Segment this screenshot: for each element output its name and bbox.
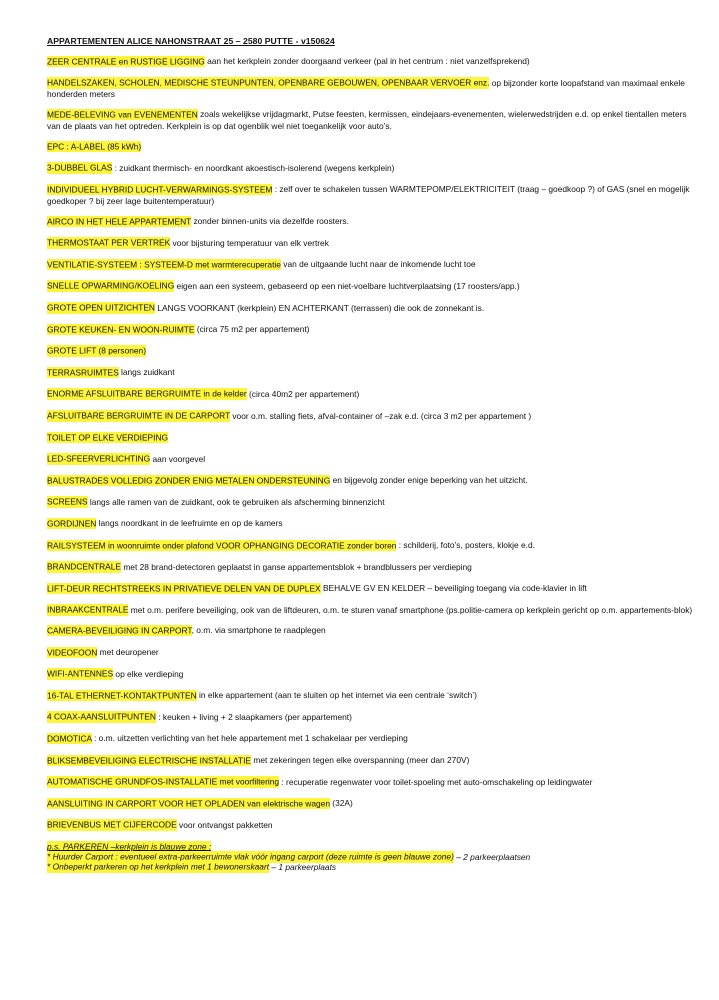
list-item: [47, 475, 697, 486]
list-item: [47, 540, 697, 551]
list-item: [47, 56, 697, 67]
item-text: voor o.m. stalling fiets, afval-container of –zak e.d. (circa 3 m2 per appartement ): [230, 410, 532, 421]
item-text: eigen aan een systeem, gebaseerd op een niet-voelbare luchtverplaatsing (17 roosters/app.): [174, 280, 520, 291]
list-item: [47, 647, 697, 658]
list-item: [47, 109, 697, 131]
list-item: [47, 324, 697, 335]
item-text: : zelf over te schakelen tussen WARMTEPOMP/ELEKTRICITEIT (traag – goedkoop ?) of GAS (snel en mogelijk goedkoper ? bij zeer lage buitentemperatuur): [47, 184, 690, 206]
item-highlight: TERRASRUIMTES: [47, 367, 119, 378]
item-highlight: DOMOTICA: [47, 733, 92, 744]
list-item: [47, 411, 697, 422]
list-item: [47, 755, 697, 766]
item-text: zoals wekelijkse vrijdagmarkt, Putse feesten, kermissen, eindejaars-evenementen, wielerwedstrijden e.d. op enkel tientallen meters van de plaats van het optreden. Kerkplein is op dat ogenblik wel niet toegankelijk voor auto’s.: [47, 109, 687, 131]
item-text: op bijzonder korte loopafstand van maximaal enkele honderden meters: [47, 77, 685, 99]
item-text: (circa 75 m2 per appartement): [194, 324, 310, 335]
item-highlight: GROTE OPEN UITZICHTEN: [47, 302, 155, 313]
list-item: [47, 712, 697, 723]
item-highlight: BLIKSEMBEVEILIGING ELECTRISCHE INSTALLATIE: [47, 755, 252, 766]
list-item: [47, 303, 697, 314]
item-highlight: ENORME AFSLUITBARE BERGRUIMTE in de kelder: [47, 388, 247, 399]
item-highlight: CAMERA-BEVEILIGING IN CARPORT: [47, 625, 192, 636]
list-item: [47, 346, 697, 357]
item-highlight: BRIEVENBUS MET CIJFERCODE: [47, 819, 177, 830]
item-highlight: 4 COAX-AANSLUITPUNTEN: [47, 711, 156, 722]
parking-note: [47, 841, 697, 872]
list-item: [47, 690, 697, 701]
item-highlight: ZEER CENTRALE en RUSTIGE LIGGING: [47, 56, 205, 66]
parking-line-kerkplein-rest: – 1 parkeerplaats: [269, 861, 337, 872]
parking-line-kerkplein: * Onbeperkt parkeren op het kerkplein met 1 bewonerskaart: [47, 861, 270, 872]
list-item: [47, 389, 697, 400]
item-highlight: MEDE-BELEVING van EVENEMENTEN: [47, 109, 198, 120]
list-item: [47, 562, 697, 573]
list-item: [47, 518, 697, 529]
item-highlight: GROTE LIFT (8 personen): [47, 345, 146, 356]
item-highlight: EPC : A-LABEL (85 kWh): [47, 141, 142, 152]
list-item: [47, 259, 697, 270]
item-highlight: LED-SFEERVERLICHTING: [47, 453, 151, 464]
item-text: met zekeringen tegen elke overspanning (meer dan 270V): [251, 755, 470, 766]
parking-heading: p.s. PARKEREN –kerkplein is blauwe zone :: [47, 841, 212, 852]
parking-line-carport: * Huurder Carport : eventueel extra-parkeerruimte vlak vóór ingang carport (deze ruimte is geen blauwe zone): [47, 851, 454, 862]
item-text: met deuropener: [97, 647, 159, 658]
item-highlight: GROTE KEUKEN- EN WOON-RUIMTE: [47, 324, 195, 335]
list-item: [47, 78, 697, 100]
item-highlight: LIFT-DEUR RECHTSTREEKS IN PRIVATIEVE DELEN VAN DE DUPLEX: [47, 583, 321, 594]
item-text: voor ontvangst pakketten: [176, 819, 273, 830]
item-text: LANGS VOORKANT (kerkplein) EN ACHTERKANT (terrassen) die ook de zonnekant is.: [154, 302, 485, 313]
item-highlight: HANDELSZAKEN, SCHOLEN, MEDISCHE STEUNPUNTEN, OPENBARE GEBOUWEN, OPENBAAR VERVOER enz.: [47, 77, 490, 88]
list-item: [47, 238, 697, 249]
item-text: in elke appartement (aan te sluiten op het internet via een centrale ‘switch’): [196, 690, 477, 701]
item-highlight: INDIVIDUEEL HYBRID LUCHT-VERWARMINGS-SYSTEEM: [47, 184, 273, 195]
item-highlight: BRANDCENTRALE: [47, 561, 121, 572]
item-text: van de uitgaande lucht naar de inkomende lucht toe: [280, 259, 476, 270]
item-highlight: AFSLUITBARE BERGRUIMTE IN DE CARPORT: [47, 410, 231, 421]
item-highlight: SCREENS: [47, 496, 88, 507]
list-item: [47, 367, 697, 378]
item-highlight: VENTILATIE-SYSTEEM : SYSTEEM-D met warmterecuperatie: [47, 259, 281, 270]
list-item: [47, 583, 697, 594]
item-text: , o.m. via smartphone te raadplegen: [191, 625, 326, 636]
item-text: voor bijsturing temperatuur van elk vertrek: [170, 237, 329, 248]
item-highlight: WIFI-ANTENNES: [47, 668, 114, 679]
list-item: [47, 605, 697, 616]
item-highlight: 16-TAL ETHERNET-KONTAKTPUNTEN: [47, 690, 197, 701]
item-text: zonder binnen-units via dezelfde roosters.: [191, 216, 349, 227]
list-item: [47, 777, 697, 788]
item-text: (circa 40m2 per appartement): [246, 388, 360, 399]
item-text: aan voorgevel: [150, 453, 206, 464]
list-item: [47, 184, 697, 206]
list-item: [47, 281, 697, 292]
item-text: : keuken + living + 2 slaapkamers (per appartement): [155, 711, 352, 722]
item-text: op elke verdieping: [113, 668, 184, 679]
list-item: [47, 669, 697, 680]
item-highlight: AIRCO IN HET HELE APPARTEMENT: [47, 216, 192, 227]
item-highlight: AUTOMATISCHE GRUNDFOS-INSTALLATIE met voorfiltering: [47, 776, 280, 787]
item-text: : recuperatie regenwater voor toilet-spoeling met auto-omschakeling op leidingwater: [279, 776, 593, 787]
list-item: [47, 216, 697, 227]
parking-line-carport-rest: – 2 parkeerplaatsen: [453, 851, 531, 862]
item-text: BEHALVE GV EN KELDER – beveiliging toegang via code-klavier in lift: [320, 583, 587, 594]
item-highlight: INBRAAKCENTRALE: [47, 604, 129, 615]
list-item: [47, 454, 697, 465]
list-item: [47, 163, 697, 174]
item-text: langs zuidkant: [118, 367, 175, 378]
item-highlight: SNELLE OPWARMING/KOELING: [47, 280, 175, 291]
list-item: [47, 820, 697, 831]
item-text: met o.m. perifere beveiliging, ook van de liftdeuren, o.m. te sturen vanaf smartphone (ps.politie-camera op kerkplein gericht op o.m. appartements-blok): [128, 604, 693, 615]
item-text: en bijgevolg zonder enige beperking van het uitzicht.: [330, 475, 528, 486]
list-item: [47, 497, 697, 508]
list-item: [47, 733, 697, 744]
item-text: (32A): [329, 798, 353, 809]
item-text: aan het kerkplein zonder doorgaand verkeer (pal in het centrum : niet vanzelfsprekend): [204, 56, 530, 66]
item-highlight: BALUSTRADES VOLLEDIG ZONDER ENIG METALEN ONDERSTEUNING: [47, 475, 331, 486]
list-item: [47, 798, 697, 809]
item-text: : o.m. uitzetten verlichting van het hele appartement met 1 schakelaar per verdieping: [91, 733, 408, 744]
list-item: [47, 625, 697, 636]
item-text: met 28 brand-detectoren geplaatst in ganse appartementsblok + brandblussers per verdieping: [121, 561, 472, 572]
item-highlight: VIDEOFOON: [47, 647, 98, 658]
document-title: APPARTEMENTEN ALICE NAHONSTRAAT 25 – 2580 PUTTE - v150624: [47, 36, 335, 46]
item-text: : zuidkant thermisch- en noordkant akoestisch-isolerend (wegens kerkplein): [112, 162, 395, 173]
item-highlight: TOILET OP ELKE VERDIEPING: [47, 432, 169, 443]
item-text: : schilderij, foto’s, posters, klokje e.d.: [396, 540, 535, 551]
item-text: langs alle ramen van de zuidkant, ook te gebruiken als afscherming binnenzicht: [87, 496, 385, 507]
list-item: [47, 432, 697, 443]
list-item: [47, 141, 697, 152]
item-highlight: AANSLUITING IN CARPORT VOOR HET OPLADEN van elektrische wagen: [47, 798, 330, 809]
item-highlight: THERMOSTAAT PER VERTREK: [47, 237, 171, 248]
item-highlight: RAILSYSTEEM in woonruimte onder plafond VOOR OPHANGING DECORATIE zonder boren: [47, 540, 397, 551]
item-highlight: GORDIJNEN: [47, 518, 97, 529]
item-highlight: 3-DUBBEL GLAS: [47, 162, 113, 173]
item-text: langs noordkant in de leefruimte en op de kamers: [96, 518, 283, 529]
